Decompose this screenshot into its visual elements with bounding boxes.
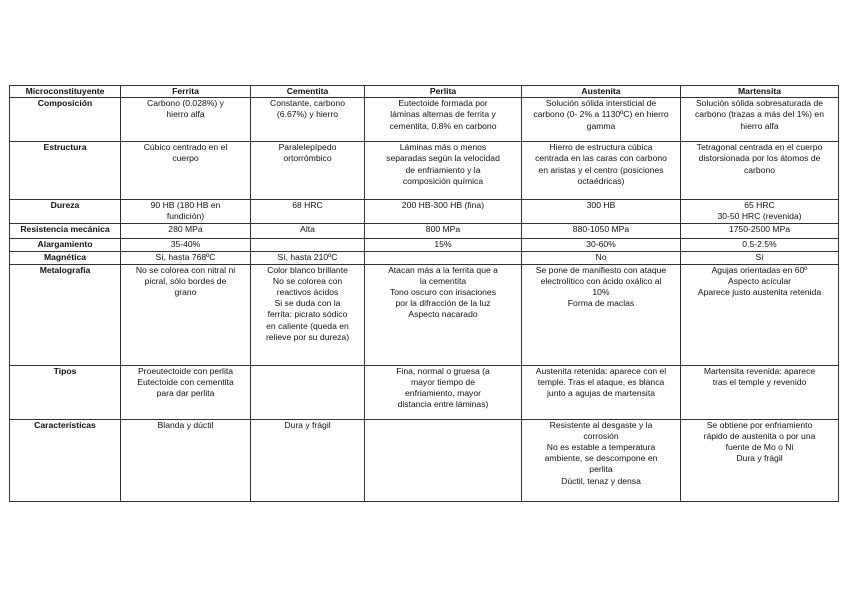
cell-text: carbono (743, 164, 776, 175)
cell-text: Se pone de manifiesto con ataque (535, 264, 667, 275)
cell-text: Dúctil, tenaz y densa (561, 475, 641, 486)
table-cell (251, 223, 365, 238)
table-cell (522, 238, 681, 251)
cell-text: 800 MPa (425, 223, 461, 234)
table-row (10, 264, 839, 365)
cell-text: Dura y frágil (736, 453, 783, 464)
table-row (10, 238, 839, 251)
table-cell (365, 264, 522, 365)
cell-text: en caliente (queda en (266, 320, 349, 331)
cell-text: 65 HRC (744, 200, 775, 211)
cell-text: Sí (755, 251, 764, 262)
cell-text: Carbono (0.028%) y (147, 98, 224, 109)
table-cell (365, 238, 522, 251)
table-cell (121, 98, 251, 142)
cell-text: distorsionada por los átomos de (698, 153, 821, 164)
cell-text: Aparece justo austenita retenida (697, 287, 822, 298)
cell-text: rápido de austenita o por una (703, 430, 816, 441)
table-row (10, 98, 839, 142)
header-cell: Martensita (681, 86, 839, 98)
cell-text: 90 HB (180 HB en (150, 200, 221, 211)
cell-text: Paralelepípedo (278, 142, 337, 153)
cell-text: Martensita revenida: aparece (703, 365, 816, 376)
cell-text: Se obtiene por enfriamiento (706, 419, 813, 430)
cell-text: por la difracción de la luz (395, 298, 491, 309)
cell-text: Atacan más a la ferrita que a (388, 264, 498, 275)
cell-text: Sí, hasta 768ºC (155, 251, 216, 262)
table-cell (251, 238, 365, 251)
header-cell: Perlita (365, 86, 522, 98)
cell-text: de enfriamiento y la (405, 164, 481, 175)
cell-text: Blanda y dúctil (157, 419, 214, 430)
cell-text: Agujas orientadas en 60º (711, 264, 808, 275)
cell-text: temple. Tras el ataque, es blanca (537, 376, 665, 387)
cell-text: No se colorea con nitral ni (135, 264, 236, 275)
cell-text: 10% (592, 287, 610, 298)
row-header: Características (10, 419, 121, 501)
table-row (10, 200, 839, 223)
table-cell (251, 365, 365, 419)
cell-text: Dura y frágil (284, 419, 331, 430)
table-cell (522, 365, 681, 419)
table-cell (251, 142, 365, 200)
table-cell (681, 223, 839, 238)
cell-text: electrolítico con ácido oxálico al (540, 275, 662, 286)
cell-text: 35-40% (170, 238, 201, 249)
cell-text: 880-1050 MPa (572, 223, 630, 234)
table-cell (251, 98, 365, 142)
table-cell (681, 365, 839, 419)
row-header: Estructura (10, 142, 121, 200)
table-cell (522, 264, 681, 365)
table-cell (121, 251, 251, 264)
cell-text: No se colorea con (272, 275, 343, 286)
cell-text: grano (174, 287, 197, 298)
table-cell (681, 419, 839, 501)
row-header: Tipos (10, 365, 121, 419)
cell-text: junto a agujas de martensita (547, 388, 655, 399)
header-cell: Austenita (522, 86, 681, 98)
cell-text: Color blanco brillante (267, 264, 348, 275)
table-cell (681, 251, 839, 264)
table-cell (251, 264, 365, 365)
cell-text: tras el temple y revenido (712, 376, 807, 387)
table-cell (365, 223, 522, 238)
table-cell (121, 238, 251, 251)
table-cell (121, 223, 251, 238)
cell-text: corrosión (583, 430, 619, 441)
table-cell (121, 142, 251, 200)
cell-text: octaédricas) (577, 175, 625, 186)
cell-text: ambiente, se descompone en (544, 453, 658, 464)
table-cell (522, 419, 681, 501)
header-cell: Microconstituyente (10, 86, 121, 98)
cell-text: 280 MPa (168, 223, 203, 234)
cell-text: Eutectoide con cementita (137, 376, 234, 387)
table-cell (681, 142, 839, 200)
cell-text: gamma (586, 120, 616, 131)
cell-text: relieve por su dureza) (265, 331, 350, 342)
table-row (10, 419, 839, 501)
cell-text: Forma de maclas (567, 298, 635, 309)
table-cell (121, 264, 251, 365)
cell-text: Resistente al desgaste y la (549, 419, 653, 430)
cell-text: No (595, 251, 607, 262)
cell-text: carbono (0- 2% a 1130ºC) en hierro (533, 109, 669, 120)
table-row (10, 142, 839, 200)
row-header: Resistencia mecánica (10, 223, 121, 238)
cell-text: 1750-2500 MPa (728, 223, 791, 234)
cell-text: Alta (300, 223, 315, 234)
row-header: Magnética (10, 251, 121, 264)
cell-text: la cementita (419, 275, 467, 286)
table-cell (365, 98, 522, 142)
table-row (10, 365, 839, 419)
table-cell (681, 238, 839, 251)
cell-text: cuerpo (172, 153, 199, 164)
table-cell (365, 251, 522, 264)
table-cell (522, 251, 681, 264)
cell-text: carbono (trazas a más del 1%) en (695, 109, 824, 120)
cell-text: Solución sólida intersticial de (545, 98, 657, 109)
cell-text: mayor tiempo de (410, 376, 475, 387)
table-cell (121, 419, 251, 501)
header-cell: Cementita (251, 86, 365, 98)
table-cell (522, 223, 681, 238)
cell-text: láminas alternas de ferrita y (390, 109, 496, 120)
table-cell (121, 365, 251, 419)
cell-text: 30-60% (586, 238, 616, 249)
cell-text: Tono oscuro con irisaciones (389, 287, 497, 298)
cell-text: Cúbico centrado en el (143, 142, 228, 153)
cell-text: Sí, hasta 210ºC (277, 251, 338, 262)
table-cell (251, 200, 365, 223)
table-cell (365, 365, 522, 419)
microconstituents-table (9, 85, 839, 502)
cell-text: Austenita retenida: aparece con el (535, 365, 667, 376)
cell-text: hierro alfa (166, 109, 205, 120)
cell-text: cementita, 0.8% en carbono (389, 120, 497, 131)
cell-text: Solución sólida sobresaturada de (695, 98, 824, 109)
cell-text: (6.67%) y hierro (276, 109, 339, 120)
cell-text: 0.5-2.5% (742, 238, 777, 249)
table-cell (365, 142, 522, 200)
cell-text: Láminas más o menos (399, 142, 487, 153)
cell-text: Fina, normal o gruesa (a (396, 365, 490, 376)
table-cell (522, 200, 681, 223)
cell-text: No es estable a temperatura (546, 442, 656, 453)
cell-text: Constante, carbono (269, 98, 345, 109)
row-header: Composición (10, 98, 121, 142)
cell-text: hierro alfa (740, 120, 779, 131)
cell-text: centrada en las caras con carbono (535, 153, 667, 164)
table-body (10, 98, 839, 501)
cell-text: Aspecto acicular (727, 275, 792, 286)
cell-text: ortorrómbico (283, 153, 332, 164)
cell-text: Hierro de estructura cúbica (549, 142, 653, 153)
table-row (10, 251, 839, 264)
row-header: Alargamiento (10, 238, 121, 251)
header-row (10, 86, 839, 98)
cell-text: para dar perlita (156, 388, 215, 399)
row-header: Metalografía (10, 264, 121, 365)
table-row (10, 223, 839, 238)
cell-text: reactivos ácidos (276, 287, 339, 298)
cell-text: Aspecto nacarado (408, 309, 478, 320)
cell-text: 68 HRC (292, 200, 323, 211)
table-cell (681, 200, 839, 223)
table-cell (522, 98, 681, 142)
cell-text: 30-50 HRC (revenida) (717, 211, 802, 222)
cell-text: Tetragonal centrada en el cuerpo (696, 142, 823, 153)
cell-text: fundición) (166, 211, 205, 222)
cell-text: en aristas y el centro (posiciones (538, 164, 664, 175)
table-cell (522, 142, 681, 200)
row-header: Dureza (10, 200, 121, 223)
header-cell: Ferrita (121, 86, 251, 98)
cell-text: perlita (589, 464, 613, 475)
table-cell (365, 419, 522, 501)
cell-text: Proeutectoide con perlita (137, 365, 234, 376)
cell-text: Eutectoide formada por (398, 98, 488, 109)
table-cell (251, 419, 365, 501)
table-cell (251, 251, 365, 264)
cell-text: ferrita: picrato sódico (267, 309, 348, 320)
cell-text: 15% (434, 238, 452, 249)
cell-text: 200 HB-300 HB (fina) (401, 200, 485, 211)
cell-text: Si se duda con la (274, 298, 341, 309)
table-cell (681, 98, 839, 142)
cell-text: fuente de Mo o Ni (725, 442, 794, 453)
cell-text: separadas según la velocidad (386, 153, 500, 164)
cell-text: composición química (402, 175, 484, 186)
cell-text: 300 HB (586, 200, 616, 211)
cell-text: enfriamiento, mayor (405, 388, 481, 399)
table-cell (681, 264, 839, 365)
cell-text: picral, sólo bordes de (144, 275, 227, 286)
cell-text: distancia entre láminas) (397, 399, 489, 410)
table-cell (121, 200, 251, 223)
table-cell (365, 200, 522, 223)
